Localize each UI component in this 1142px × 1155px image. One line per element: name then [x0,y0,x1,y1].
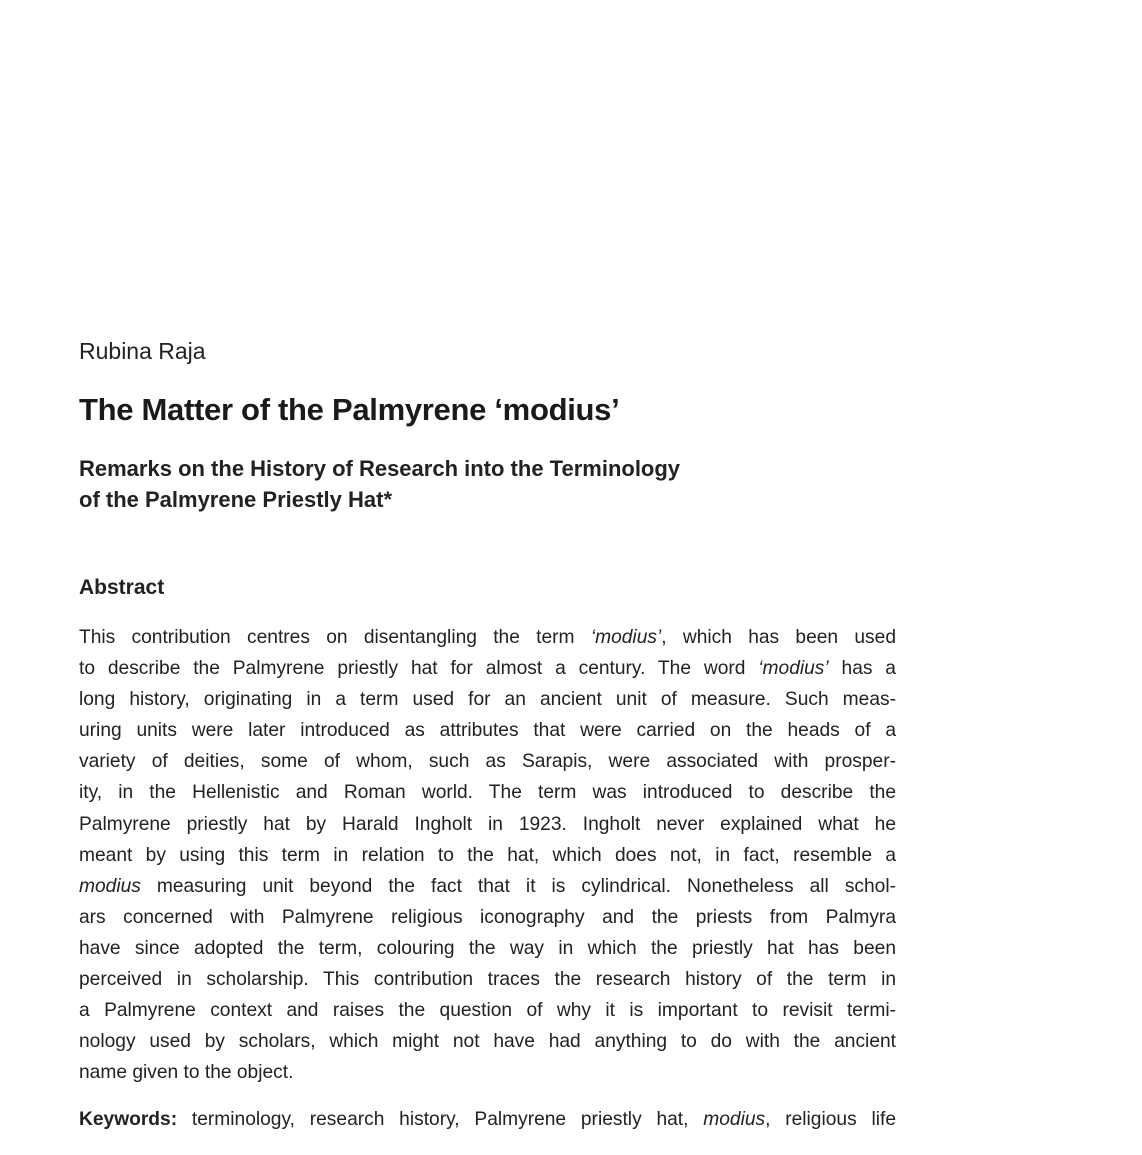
abstract-text: variety of deities, some of whom, such as Sarapis, were associated with prosper- [79,751,896,773]
abstract-text: to describe the Palmyrene priestly hat for almost a century. The word [79,658,759,680]
abstract-italic-term: modius [79,875,141,897]
subtitle-line: of the Palmyrene Priestly Hat* [79,487,393,512]
abstract-text: name given to the object. [79,1062,294,1084]
keywords-text-end: , religious life [765,1109,896,1130]
article-page [79,0,896,1155]
keywords-line [79,1104,896,1135]
abstract-text: , which has been used [661,627,896,648]
abstract-line [79,715,896,746]
abstract-line [79,622,896,653]
abstract-body [79,622,896,1088]
abstract-line [79,777,896,808]
article-subtitle [79,453,680,515]
abstract-text: measuring unit beyond the fact that it is cylindrical. Nonetheless all schol- [140,875,896,897]
abstract-line [79,809,896,840]
abstract-text: uring units were later introduced as attributes that were carried on the heads of a [79,720,896,742]
abstract-text: have since adopted the term, colouring the way in which the priestly hat has been [79,937,896,959]
abstract-line [79,684,896,715]
keywords-italic: modius [703,1109,766,1130]
abstract-line [79,840,896,871]
abstract-text: ars concerned with Palmyrene religious iconography and the priests from Palmyra [79,906,896,928]
keywords-text: terminology, research history, Palmyrene priestly hat, [177,1109,704,1130]
abstract-text: nology used by scholars, which might not have had anything to do with the ancient [79,1031,896,1053]
abstract-italic-term: ‘modius’ [758,658,829,680]
abstract-text: meant by using this term in relation to the hat, which does not, in fact, resemble a [79,844,896,866]
abstract-line [79,933,896,964]
abstract-line [79,871,896,902]
abstract-text: perceived in scholarship. This contribution traces the research history of the term in [79,969,896,991]
author-name: Rubina Raja [79,338,206,364]
abstract-line [79,964,896,995]
abstract-text: Palmyrene priestly hat by Harald Ingholt in 1923. Ingholt never explained what he [79,813,896,835]
abstract-line [79,1026,896,1057]
article-title: The Matter of the Palmyrene ‘modius’ [79,392,620,427]
abstract-line [79,902,896,933]
keywords-label: Keywords: [79,1109,178,1130]
abstract-text: ity, in the Hellenistic and Roman world. The term was introduced to describe the [79,782,896,804]
abstract-line [79,1057,896,1088]
abstract-line [79,746,896,777]
subtitle-line: Remarks on the History of Research into the Terminology [79,456,681,481]
abstract-text: long history, originating in a term used for an ancient unit of measure. Such meas- [79,689,896,711]
abstract-heading: Abstract [79,576,165,599]
abstract-italic-term: ‘modius’ [590,627,662,648]
abstract-line [79,653,896,684]
abstract-text: a Palmyrene context and raises the question of why it is important to revisit termi- [79,1000,896,1022]
abstract-text: This contribution centres on disentangling the term [79,627,591,648]
abstract-text: has a [828,658,896,680]
abstract-line [79,995,896,1026]
